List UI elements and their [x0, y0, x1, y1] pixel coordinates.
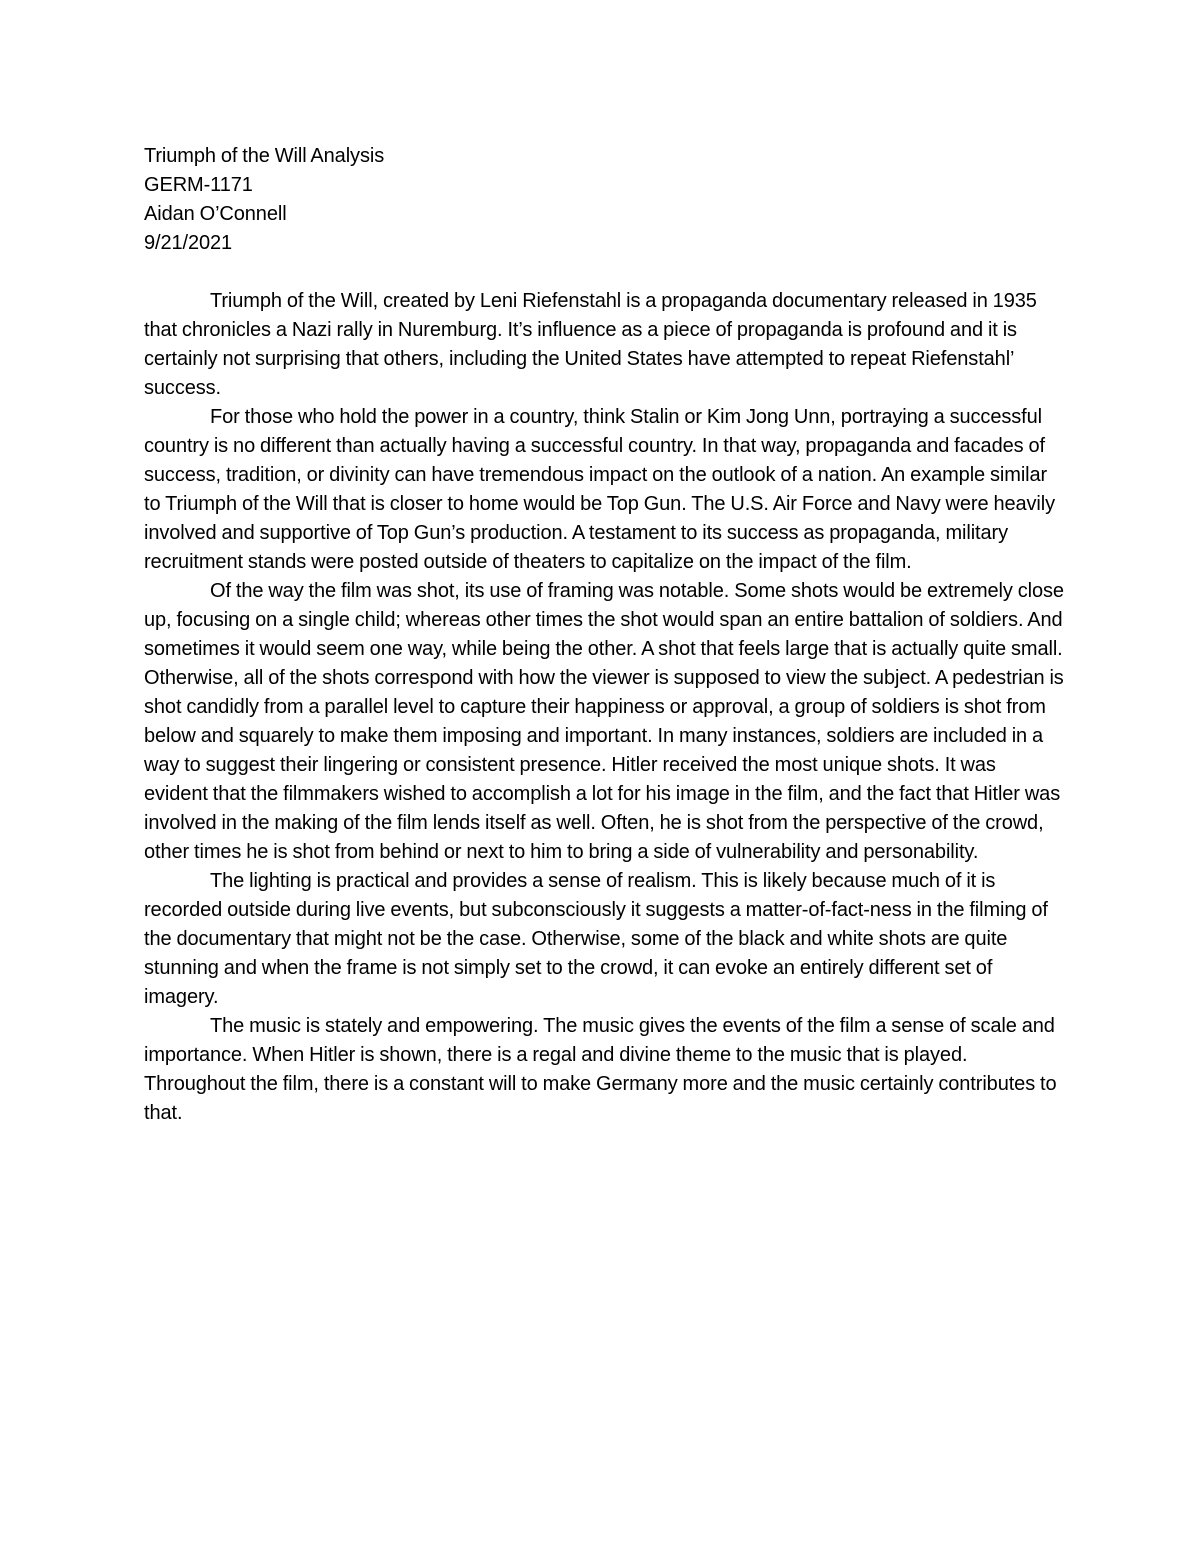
paragraph-lighting: The lighting is practical and provides a sense of realism. This is likely because much of it is recorded outside during live events, but subconsciously it suggests a matter-of-fact-ness in the filming of the documentary that might not be the case. Otherwise, some of the black and white shots are quite stunning and when the frame is not simply set to the crowd, it can evoke an entirely different set of imagery. [144, 870, 1048, 1008]
document-date: 9/21/2021 [144, 232, 233, 254]
course-code: GERM-1171 [144, 174, 253, 196]
paragraph-music: The music is stately and empowering. The music gives the events of the film a sense of scale and importance. When Hitler is shown, there is a regal and divine theme to the music that is played. Throughout the film, there is a constant will to make Germany more and the music certainly contributes to that. [144, 1015, 1057, 1124]
author-name: Aidan O’Connell [144, 203, 287, 225]
paragraph-intro: Triumph of the Will, created by Leni Riefenstahl is a propaganda documentary released in 1935 that chronicles a Nazi rally in Nuremburg. It’s influence as a piece of propaganda is profound and it is certainly not surprising that others, including the United States have attempted to repeat Riefenstahl’ success. [144, 290, 1037, 399]
heading-spacer [144, 258, 1064, 287]
document-content [144, 142, 1064, 1128]
document-title: Triumph of the Will Analysis [144, 145, 385, 167]
paragraph-framing: Of the way the film was shot, its use of framing was notable. Some shots would be extremely close up, focusing on a single child; whereas other times the shot would span an entire battalion of soldiers. And sometimes it would seem one way, while being the other. A shot that feels large that is actually quite small. Otherwise, all of the shots correspond with how the viewer is supposed to view the subject. A pedestrian is shot candidly from a parallel level to capture their happiness or approval, a group of soldiers is shot from below and squarely to make them imposing and important. In many instances, soldiers are included in a way to suggest their lingering or consistent presence. Hitler received the most unique shots. It was evident that the filmmakers wished to accomplish a lot for his image in the film, and the fact that Hitler was involved in the making of the film lends itself as well. Often, he is shot from the perspective of the crowd, other times he is shot from behind or next to him to bring a side of vulnerability and personability. [144, 580, 1064, 863]
paragraph-propaganda: For those who hold the power in a country, think Stalin or Kim Jong Unn, portraying a successful country is no different than actually having a successful country. In that way, propaganda and facades of success, tradition, or divinity can have tremendous impact on the outlook of a nation. An example similar to Triumph of the Will that is closer to home would be Top Gun. The U.S. Air Force and Navy were heavily involved and supportive of Top Gun’s production. A testament to its success as propaganda, military recruitment stands were posted outside of theaters to capitalize on the impact of the film. [144, 406, 1056, 573]
